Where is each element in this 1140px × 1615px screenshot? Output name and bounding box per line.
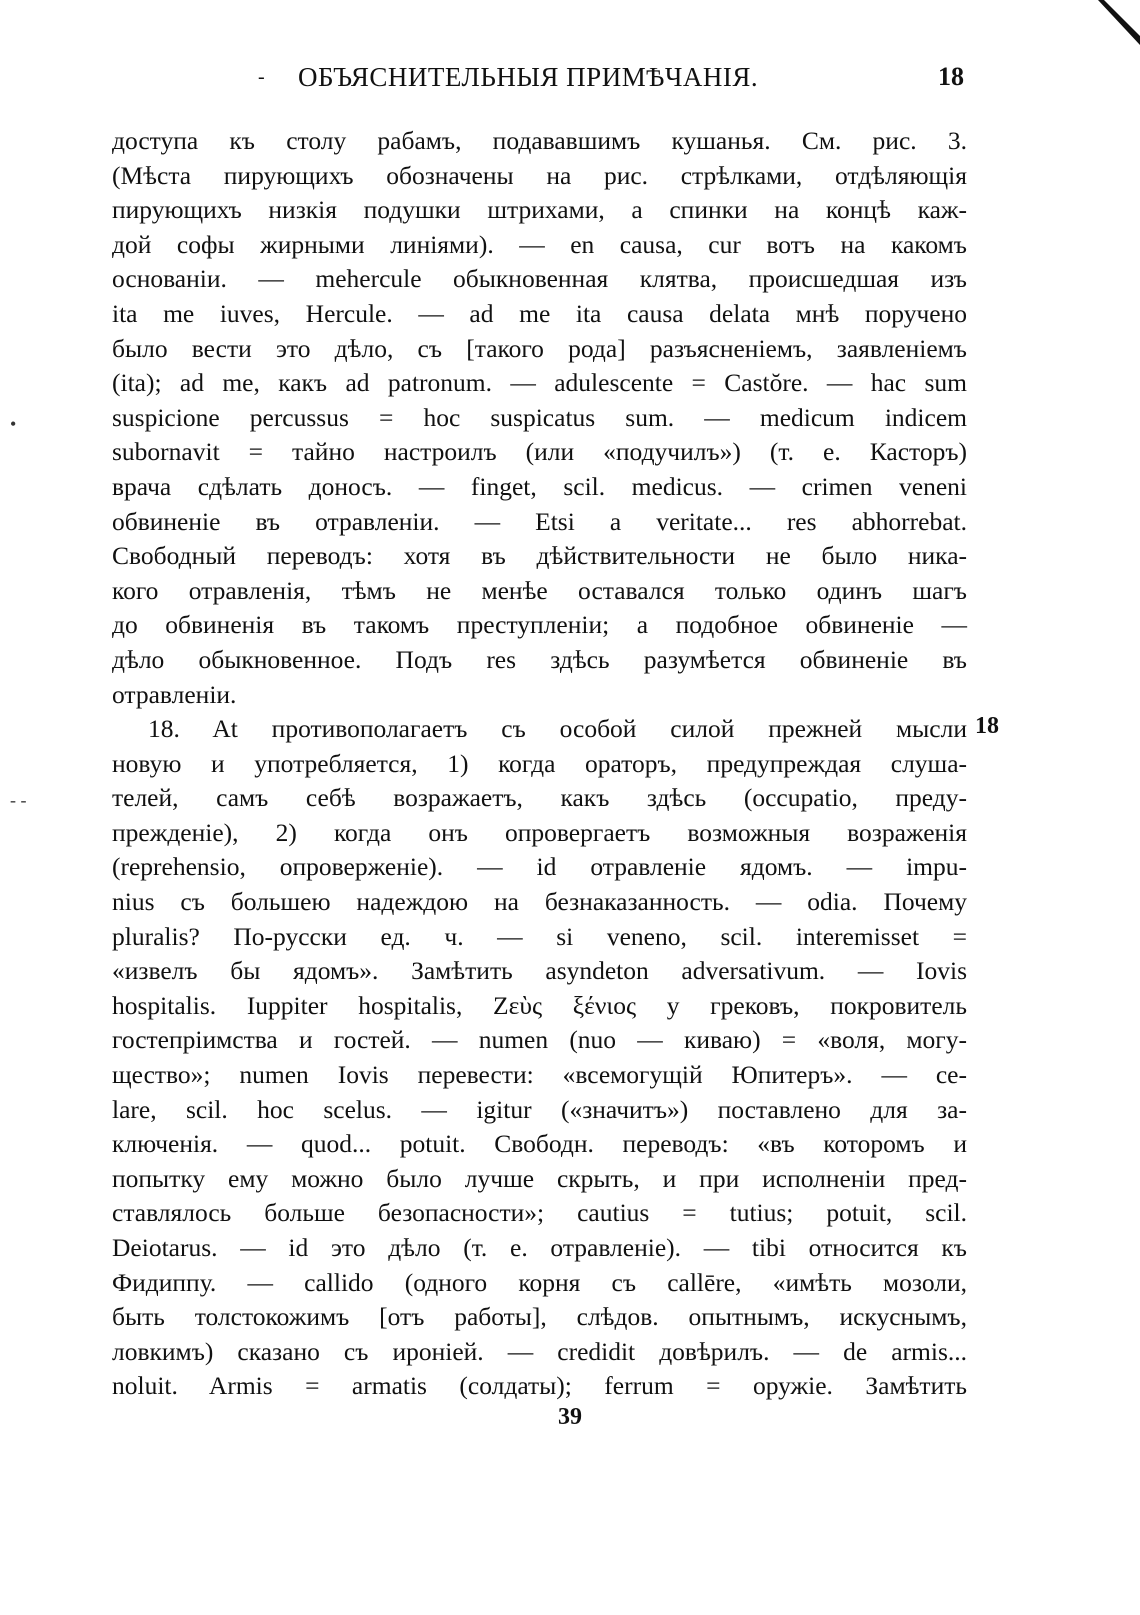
text-line: Фидиппу. — callido (одного корня съ callēre, «имѣть мозоли, [112, 1267, 967, 1297]
text-line: nius съ большею надеждою на безнаказанность. — odia. Почему [112, 887, 967, 917]
text-line: lare, scil. hoc scelus. — igitur («значитъ») поставлено для за- [112, 1094, 967, 1124]
text-line: pluralis? По-русски ед. ч. — si veneno, scil. interemisset = [112, 921, 967, 951]
text-line: обвиненіе въ отравленіи. — Etsi a veritate... res abhorrebat. [112, 506, 967, 536]
running-head [0, 62, 1140, 102]
text-line: subornavit = тайно настроилъ (или «подучилъ») (т. е. Касторъ) [112, 437, 967, 467]
section-18-start-line: 18. At противополагаетъ съ особой силой прежней мысли [148, 714, 967, 744]
text-line: кого отравленія, тѣмъ не менѣе оставался только одинъ шагъ [112, 575, 967, 605]
scan-mark: - - [10, 790, 27, 810]
page-number: 39 [558, 1404, 582, 1430]
text-line: основаніи. — mehercule обыкновенная клятва, происшедшая изъ [112, 264, 967, 294]
text-line: телей, самъ себѣ возражаетъ, какъ здѣсь (occupatio, преду- [112, 783, 967, 813]
page-corner-mark [1080, 0, 1140, 45]
text-line: было вести это дѣло, съ [такого рода] разъясненіемъ, заявленіемъ [112, 333, 967, 363]
text-line: ключенія. — quod... potuit. Свободн. переводъ: «въ которомъ и [112, 1129, 967, 1159]
text-line: ловкимъ) сказано съ ироніей. — credidit довѣрилъ. — de armis... [112, 1336, 967, 1366]
text-line: suspicione percussus = hoc suspicatus sum. — medicum indicem [112, 402, 967, 432]
margin-section-number: 18 [975, 713, 999, 739]
text-line: отравленіи. [112, 679, 237, 709]
text-line: доступа къ столу рабамъ, подававшимъ кушанья. См. рис. 3. [112, 126, 967, 155]
text-line: Свободный переводъ: хотя въ дѣйствительности не было ника- [112, 541, 967, 571]
text-line: новую и употребляется, 1) когда ораторъ, предупреждая слуша- [112, 748, 967, 778]
text-line: дѣло обыкновенное. Подъ res здѣсь разумѣется обвиненіе въ [112, 644, 967, 674]
scan-mark: • [10, 414, 17, 434]
text-line: hospitalis. Iuppiter hospitalis, Ζεὺς ξένιος у грековъ, покровитель [112, 990, 967, 1020]
text-line: щество»; numen Iovis перевести: «всемогущій Юпитеръ». — ce- [112, 1060, 967, 1090]
header-dash: - [258, 66, 265, 88]
text-line: ita me iuves, Hercule. — ad me ita causa delata мнѣ поручено [112, 298, 967, 328]
text-line: (ita); ad me, какъ ad patronum. — adulescente = Castŏre. — hac sum [112, 368, 967, 398]
text-line: гостепріимства и гостей. — numen (nuo — киваю) = «воля, могу- [112, 1025, 967, 1055]
text-line: попытку ему можно было лучше скрыть, и при исполненіи пред- [112, 1163, 967, 1193]
text-line: врача сдѣлать доносъ. — finget, scil. medicus. — crimen veneni [112, 471, 967, 501]
text-line: (reprehensio, опроверженіе). — id отравленіе ядомъ. — impu- [112, 852, 967, 882]
running-head-title: ОБЪЯСНИТЕЛЬНЫЯ ПРИМѢЧАНIЯ. [298, 62, 759, 92]
text-line: noluit. Armis = armatis (солдаты); ferrum = оружіе. Замѣтить [112, 1371, 967, 1401]
text-line: пирующихъ низкія подушки штрихами, а спинки на концѣ каж- [112, 195, 967, 225]
text-line: до обвиненія въ такомъ преступленіи; а подобное обвиненіе — [112, 610, 967, 640]
text-line: прежденіе), 2) когда онъ опровергаетъ возможныя возраженія [112, 817, 967, 847]
text-line: быть толстокожимъ [отъ работы], слѣдов. опытнымъ, искуснымъ, [112, 1302, 967, 1332]
text-line: дой софы жирными линіями). — en causa, cur вотъ на какомъ [112, 229, 967, 259]
text-line: «извелъ бы ядомъ». Замѣтить asyndeton adversativum. — Iovis [112, 956, 967, 986]
body-text [112, 124, 967, 1404]
text-line: (Мѣста пирующихъ обозначены на рис. стрѣлками, отдѣляющія [112, 160, 967, 190]
text-line: ставлялось больше безопасности»; cautius = tutius; potuit, scil. [112, 1198, 967, 1228]
running-head-page-ref: 18 [938, 62, 964, 91]
text-line: Deiotarus. — id это дѣло (т. е. отравленіе). — tibi относится къ [112, 1233, 967, 1262]
